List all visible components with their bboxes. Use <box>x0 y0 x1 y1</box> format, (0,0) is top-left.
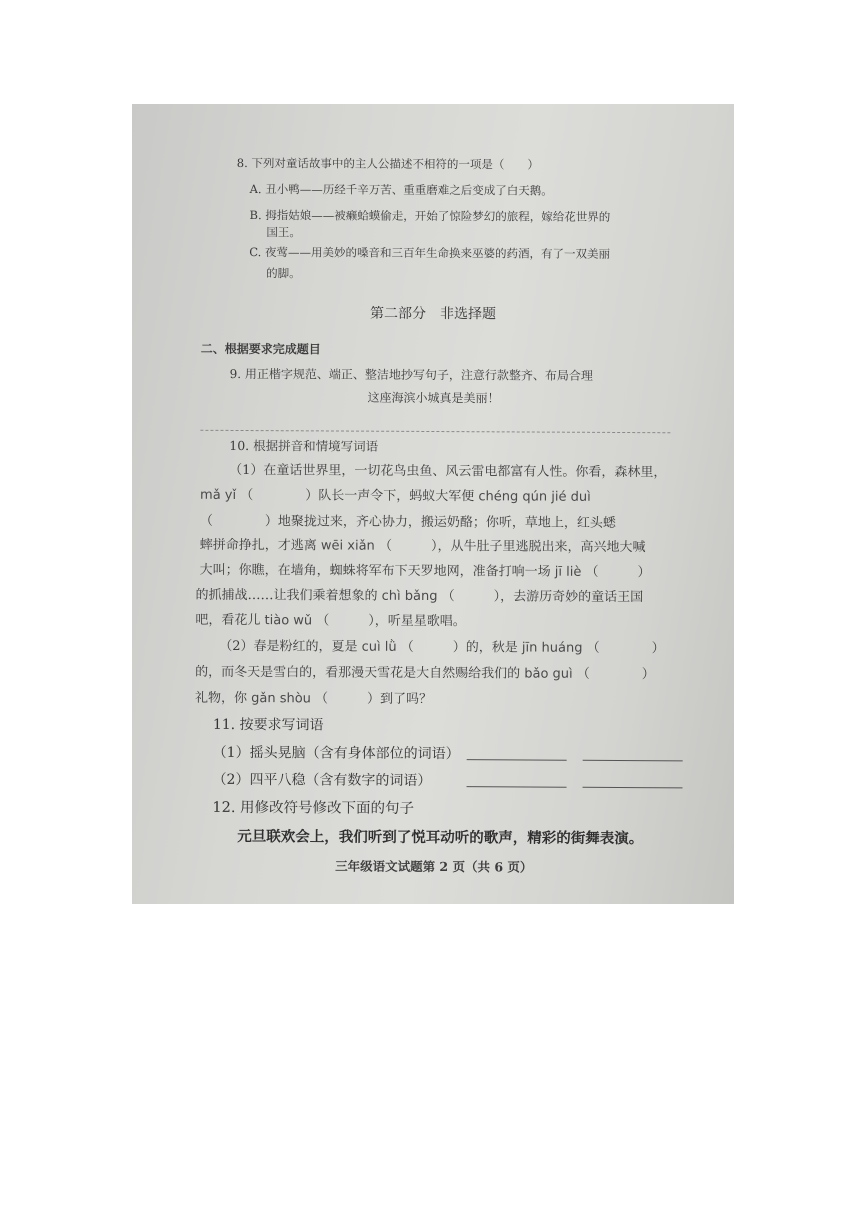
line5-blank: （ ） <box>585 564 651 581</box>
part2-title: 第二部分 非选择题 <box>369 305 497 323</box>
p2-text-e: （ ） <box>586 640 665 657</box>
q10-p1-line3: （ ）地聚拢过来，齐心协力，搬运奶酪；你听，草地上，红头蟋 <box>199 513 616 531</box>
p2-text-a: （2）春是粉红的，夏是 <box>219 638 358 655</box>
q8-option-b-line1: B. 拇指姑娘——被癞蛤蟆偷走，开始了惊险梦幻的旅程，嫁给花世界的 <box>249 208 611 224</box>
q8-option-a: A. 丑小鸭——历经千辛万苦、重重磨难之后变成了白天鹅。 <box>249 182 553 198</box>
q11-answer-line-2b[interactable] <box>583 787 683 789</box>
p2-line2-blank: （ ） <box>576 666 655 683</box>
q12-sentence: 元旦联欢会上，我们听到了悦耳动听的歌声，精彩的街舞表演。 <box>237 827 644 848</box>
line6-text: 的抓捕战……让我们乘着想象的 <box>195 587 378 604</box>
p2-line2-text: 的，而冬天是雪白的，看那漫天雪花是大自然赐给我们的 <box>195 664 521 682</box>
q8-option-b-line2: 国王。 <box>266 225 301 240</box>
q11-answer-line-2a[interactable] <box>467 786 567 788</box>
q10-p2-line2 <box>195 661 655 682</box>
q11-item2: （2）四平八稳（含有数字的词语） <box>212 771 432 790</box>
pinyin-ganshou: gǎn shòu <box>251 691 311 707</box>
pinyin-tiaowu: tiào wǔ <box>264 613 313 629</box>
p2-line3-rest: （ ）到了吗？ <box>315 691 433 708</box>
q8-stem: 8. 下列对童话故事中的主人公描述不相符的一项是（ ） <box>236 155 539 172</box>
q11-answer-line-1b[interactable] <box>583 760 683 762</box>
q10-p1-line4 <box>200 534 646 555</box>
p2-line3-text: 礼物，你 <box>194 690 248 707</box>
line7-rest: （ ），听星星歌唱。 <box>316 613 466 630</box>
line4-text: 蟀拼命挣扎，才逃离 <box>199 537 317 554</box>
pinyin-weixian: wēi xiǎn <box>320 538 375 554</box>
q10-p1-line7 <box>195 609 466 629</box>
q8-option-c-line2: 的脚。 <box>266 266 301 281</box>
line6-rest: （ ），去游历奇妙的童话王国 <box>441 589 644 606</box>
line7-text: 吧，看花儿 <box>195 612 261 629</box>
pinyin-mayi: mǎ yǐ <box>200 487 237 503</box>
q12-stem: 12. 用修改符号修改下面的句子 <box>212 799 415 817</box>
pinyin-jinhuang: jīn huáng <box>521 640 583 656</box>
q10-stem: 10. 根据拼音和情境写词语 <box>229 437 379 454</box>
q9-stem: 9. 用正楷字规范、端正、整洁地抄写句子，注意行款整齐、布局合理 <box>229 366 593 383</box>
pinyin-jilie: jī liè <box>554 564 582 580</box>
q10-p2-line3 <box>195 687 432 707</box>
blank-text: （ ）队长一声令下，蚂蚁大军便 <box>240 487 475 505</box>
line4-rest: （ ），从牛肚子里逃脱出来，高兴地大喊 <box>378 538 646 556</box>
page-footer: 三年级语文试题第 2 页（共 6 页） <box>335 858 533 875</box>
section2-title: 二、根据要求完成题目 <box>200 341 321 357</box>
q10-p1-line6 <box>195 584 643 605</box>
pinyin-chengqunjiedui: chéng qún jié duì <box>478 489 591 505</box>
q9-sentence: 这座海滨小城真是美丽！ <box>367 390 500 406</box>
q10-p1-line1: （1）在童话世界里，一切花鸟虫鱼、风云雷电都富有人性。你看，森林里， <box>229 462 667 481</box>
pinyin-cuilv: cuì lǜ <box>361 639 397 655</box>
q11-item1: （1）摇头晃脑（含有身体部位的词语） <box>212 744 460 763</box>
line5-text: 大叫；你瞧，在墙角，蜘蛛将军布下天罗地网，准备打响一场 <box>199 562 551 580</box>
q10-p1-line2 <box>200 484 591 505</box>
exam-page-photo <box>132 104 734 904</box>
pinyin-baogui: bǎo guì <box>524 666 573 682</box>
q10-p1-line5 <box>200 559 651 580</box>
q11-stem: 11. 按要求写词语 <box>212 716 324 734</box>
q11-answer-line-1a[interactable] <box>467 759 567 761</box>
exam-paper <box>132 104 734 904</box>
pinyin-chibang: chì bǎng <box>381 588 438 605</box>
copy-line <box>200 430 670 433</box>
p2-text-c: （ ）的，秋是 <box>400 639 518 656</box>
q10-p2-line1 <box>219 635 664 656</box>
q8-option-c-line1: C. 夜莺——用美妙的嗓音和三百年生命换来巫婆的药酒，有了一双美丽 <box>249 245 611 261</box>
